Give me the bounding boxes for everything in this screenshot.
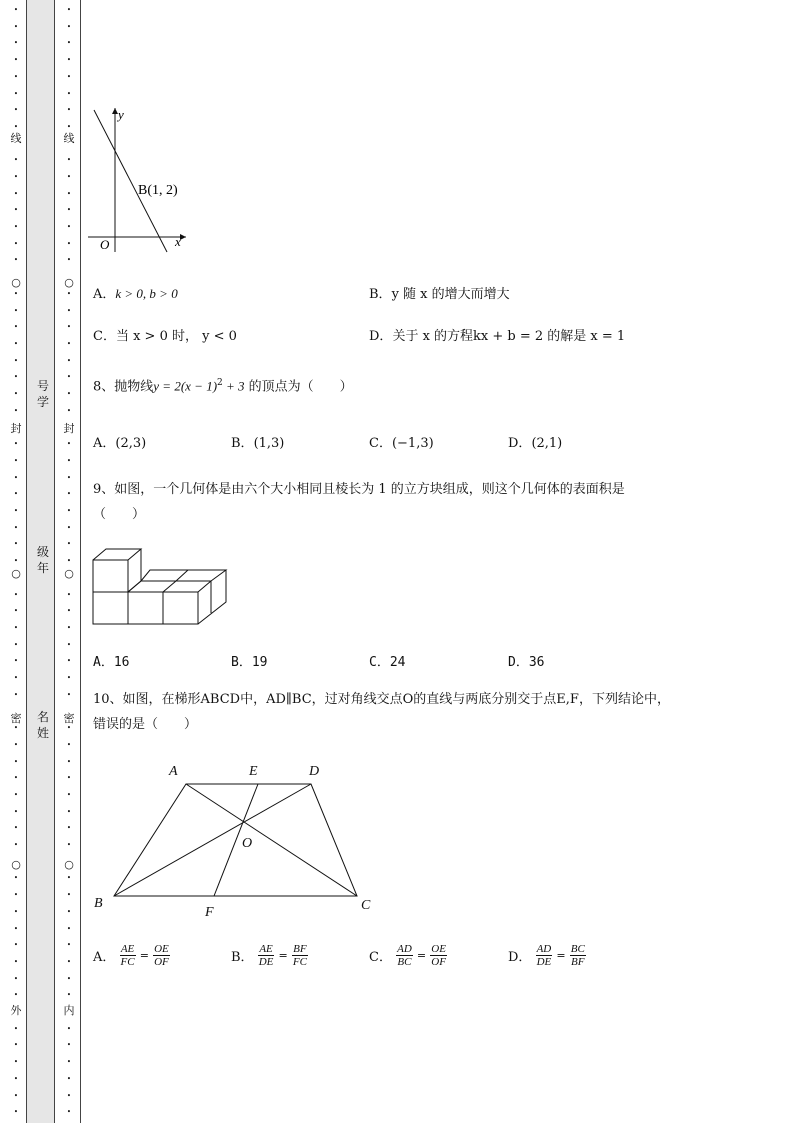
- margin-dot: •: [13, 1092, 19, 1100]
- margin-dot: •: [13, 774, 19, 782]
- q7-option-d[interactable]: D．关于 x 的方程kx + b = 2 的解是 x = 1: [369, 329, 626, 344]
- margin-dot: •: [13, 90, 19, 98]
- margin-dot: •: [66, 6, 72, 14]
- margin-circle: ○: [64, 858, 74, 871]
- label-b: B: [94, 896, 103, 911]
- label-o: O: [242, 836, 253, 851]
- margin-dot: •: [66, 290, 72, 298]
- margin-dot: •: [13, 240, 19, 248]
- margin-dot: •: [66, 490, 72, 498]
- margin-dot: •: [66, 774, 72, 782]
- margin-dot: •: [66, 540, 72, 548]
- seal-label: 线: [63, 132, 75, 145]
- margin-dot: •: [13, 23, 19, 31]
- margin-dot: •: [13, 106, 19, 114]
- margin-dot: •: [13, 39, 19, 47]
- q8-stem: 8、抛物线$y = 2(x - 1)^2 + 3$ 的顶点为（ ）: [93, 378, 353, 395]
- q10-option-d[interactable]: D． $\frac{AD}{DE}$ = $\frac{BC}{BF}$: [508, 943, 585, 968]
- cube-top-face: [93, 549, 141, 560]
- q9-option-d[interactable]: D．36: [508, 655, 545, 670]
- q10-option-b[interactable]: B． $\frac{AE}{DE}$ = $\frac{BF}{FC}$: [231, 943, 307, 968]
- margin-dot: •: [66, 323, 72, 331]
- margin-dot: •: [13, 741, 19, 749]
- margin-dot: •: [66, 206, 72, 214]
- row-back-top-edge: [141, 570, 226, 581]
- margin-dot: •: [13, 958, 19, 966]
- q10-stem-line1: 10、如图，在梯形ABCD中，AD∥BC，过对角线交点O的直线与两底分别交于点E,F，下列结论中，: [93, 692, 670, 707]
- margin-dot: •: [66, 123, 72, 131]
- margin-dot: •: [66, 440, 72, 448]
- margin-dot: •: [66, 457, 72, 465]
- margin-dot: •: [13, 657, 19, 665]
- seal-label: 内: [63, 1004, 75, 1017]
- q10-trapezoid-figure: [90, 760, 380, 920]
- margin-dot: •: [66, 808, 72, 816]
- margin-dot: •: [13, 223, 19, 231]
- margin-dot: •: [13, 524, 19, 532]
- seal-label: 密: [10, 712, 22, 725]
- margin-dot: •: [66, 474, 72, 482]
- y-axis-label: y: [118, 107, 124, 122]
- margin-dot: •: [66, 1041, 72, 1049]
- margin-dot: •: [13, 724, 19, 732]
- label-c: C: [361, 898, 371, 913]
- margin-dot: •: [66, 90, 72, 98]
- q8-option-c[interactable]: C．(−1,3): [369, 436, 434, 451]
- margin-dot: •: [66, 941, 72, 949]
- margin-dot: •: [66, 307, 72, 315]
- margin-dot: •: [13, 991, 19, 999]
- margin-dot: •: [66, 173, 72, 181]
- margin-dot: •: [13, 941, 19, 949]
- margin-dot: •: [66, 240, 72, 248]
- margin-dot: •: [13, 1108, 19, 1116]
- margin-dot: •: [13, 307, 19, 315]
- margin-dot: •: [66, 373, 72, 381]
- margin-dot: •: [13, 156, 19, 164]
- margin-dot: •: [13, 6, 19, 14]
- margin-dot: •: [13, 791, 19, 799]
- margin-dot: •: [66, 641, 72, 649]
- margin-dot: •: [13, 190, 19, 198]
- margin-dot: •: [66, 340, 72, 348]
- margin-dot: •: [13, 975, 19, 983]
- margin-dot: •: [66, 256, 72, 264]
- q8-option-a[interactable]: A．(2,3): [93, 436, 147, 451]
- label-a: A: [169, 764, 178, 779]
- margin-dot: •: [13, 824, 19, 832]
- label-d: D: [309, 764, 320, 779]
- q8-option-b[interactable]: B．(1,3): [231, 436, 285, 451]
- margin-dot: •: [66, 1058, 72, 1066]
- margin-dot: •: [66, 190, 72, 198]
- row-divider-b: [176, 570, 188, 581]
- margin-dot: •: [13, 56, 19, 64]
- margin-dot: •: [66, 674, 72, 682]
- margin-dot: •: [13, 841, 19, 849]
- margin-dot: •: [66, 607, 72, 615]
- margin-dot: •: [13, 624, 19, 632]
- cube-front-3: [163, 592, 198, 624]
- margin-dot: •: [13, 440, 19, 448]
- margin-dot: •: [66, 657, 72, 665]
- margin-dot: •: [66, 1025, 72, 1033]
- margin-dot: •: [13, 373, 19, 381]
- margin-dot: •: [66, 741, 72, 749]
- margin-dot: •: [13, 357, 19, 365]
- origin-label: O: [100, 237, 110, 252]
- binding-margin-line: [80, 0, 81, 1123]
- margin-dot: •: [13, 407, 19, 415]
- margin-dot: •: [13, 691, 19, 699]
- row-divider-a: [163, 581, 176, 592]
- q9-stem-line2: （ ）: [93, 507, 146, 522]
- margin-dot: •: [13, 256, 19, 264]
- q10-option-c[interactable]: C． $\frac{AD}{BC}$ = $\frac{OE}{OF}$: [369, 943, 446, 968]
- q8-option-d[interactable]: D．(2,1): [508, 436, 563, 451]
- margin-circle: ○: [64, 567, 74, 580]
- margin-dot: •: [13, 641, 19, 649]
- seal-label: 外: [10, 1004, 22, 1017]
- margin-dot: •: [66, 156, 72, 164]
- margin-dot: •: [66, 908, 72, 916]
- margin-dot: •: [13, 557, 19, 565]
- q7-option-b[interactable]: B．y 随 x 的增大而增大: [369, 287, 510, 302]
- margin-dot: •: [66, 557, 72, 565]
- margin-dot: •: [66, 975, 72, 983]
- field-student-number: 号 学: [36, 379, 49, 409]
- margin-dot: •: [66, 1075, 72, 1083]
- margin-dot: •: [66, 925, 72, 933]
- margin-dot: •: [66, 357, 72, 365]
- q7-option-c[interactable]: C．当 x > 0 时， y < 0: [93, 329, 237, 344]
- margin-dot: •: [66, 73, 72, 81]
- margin-dot: •: [13, 1041, 19, 1049]
- margin-dot: •: [13, 758, 19, 766]
- margin-dot: •: [13, 891, 19, 899]
- cube-front-1: [93, 592, 128, 624]
- margin-dot: •: [66, 991, 72, 999]
- point-b-label: B(1, 2): [138, 183, 178, 198]
- x-axis-label: x: [175, 234, 181, 249]
- q9-stem-line1: 9、如图，一个几何体是由六个大小相同且棱长为 1 的立方块组成，则这个几何体的表面积是: [93, 482, 625, 497]
- margin-dot: •: [13, 540, 19, 548]
- margin-dot: •: [13, 674, 19, 682]
- q7-option-a[interactable]: A．k > 0, b > 0: [93, 286, 178, 302]
- row-right-side: [198, 570, 226, 624]
- seal-label: 封: [10, 422, 22, 435]
- seal-label: 密: [63, 712, 75, 725]
- q10-option-a[interactable]: A． $\frac{AE}{FC}$ = $\frac{OE}{OF}$: [93, 943, 169, 968]
- seal-label: 线: [10, 132, 22, 145]
- margin-dot: •: [66, 874, 72, 882]
- margin-dot: •: [13, 290, 19, 298]
- q10-stem-line2: 错误的是（ ）: [93, 717, 198, 732]
- margin-dot: •: [13, 507, 19, 515]
- margin-dot: •: [66, 407, 72, 415]
- margin-dot: •: [13, 1075, 19, 1083]
- margin-dot: •: [66, 841, 72, 849]
- seal-label: 封: [63, 422, 75, 435]
- margin-circle: ○: [64, 276, 74, 289]
- margin-dot: •: [13, 490, 19, 498]
- q9-option-a[interactable]: A．16: [93, 655, 130, 670]
- margin-dot: •: [13, 323, 19, 331]
- field-grade: 级 年: [36, 545, 49, 575]
- margin-dot: •: [66, 39, 72, 47]
- q9-option-b[interactable]: B．19: [231, 655, 268, 670]
- margin-dot: •: [66, 791, 72, 799]
- margin-dot: •: [66, 824, 72, 832]
- margin-dot: •: [13, 1025, 19, 1033]
- margin-dot: •: [66, 524, 72, 532]
- margin-dot: •: [13, 123, 19, 131]
- q7-line-graph: [88, 104, 198, 254]
- margin-dot: •: [13, 925, 19, 933]
- margin-dot: •: [13, 390, 19, 398]
- margin-dot: •: [13, 173, 19, 181]
- cube-front-2: [128, 592, 163, 624]
- x-axis-arrow: [180, 234, 186, 240]
- field-name: 名 姓: [36, 710, 49, 740]
- margin-dot: •: [66, 1108, 72, 1116]
- margin-dot: •: [66, 591, 72, 599]
- margin-circle: ○: [11, 276, 21, 289]
- q9-option-c[interactable]: C．24: [369, 655, 406, 670]
- margin-dot: •: [66, 1092, 72, 1100]
- margin-dot: •: [13, 808, 19, 816]
- margin-dot: •: [13, 874, 19, 882]
- margin-dot: •: [13, 908, 19, 916]
- margin-dot: •: [13, 1058, 19, 1066]
- margin-circle: ○: [11, 858, 21, 871]
- margin-dot: •: [66, 223, 72, 231]
- margin-dot: •: [66, 624, 72, 632]
- margin-dot: •: [66, 23, 72, 31]
- margin-dot: •: [66, 56, 72, 64]
- margin-dot: •: [66, 891, 72, 899]
- row-top-edge-a: [128, 581, 141, 592]
- margin-circle: ○: [11, 567, 21, 580]
- margin-dot: •: [66, 390, 72, 398]
- margin-dot: •: [13, 591, 19, 599]
- q9-cube-figure: [90, 546, 230, 628]
- margin-dot: •: [66, 724, 72, 732]
- cube-front-top: [93, 560, 128, 592]
- margin-dot: •: [66, 507, 72, 515]
- cube-top-side: [128, 549, 141, 592]
- margin-dot: •: [13, 340, 19, 348]
- margin-dot: •: [66, 958, 72, 966]
- margin-dot: •: [66, 758, 72, 766]
- margin-dot: •: [13, 73, 19, 81]
- margin-dot: •: [66, 691, 72, 699]
- margin-dot: •: [66, 106, 72, 114]
- margin-dot: •: [13, 457, 19, 465]
- margin-dot: •: [13, 607, 19, 615]
- margin-dot: •: [13, 206, 19, 214]
- function-line: [94, 110, 167, 252]
- row-right-top: [198, 581, 211, 592]
- label-e: E: [249, 764, 258, 779]
- label-f: F: [205, 905, 214, 920]
- margin-dot: •: [13, 474, 19, 482]
